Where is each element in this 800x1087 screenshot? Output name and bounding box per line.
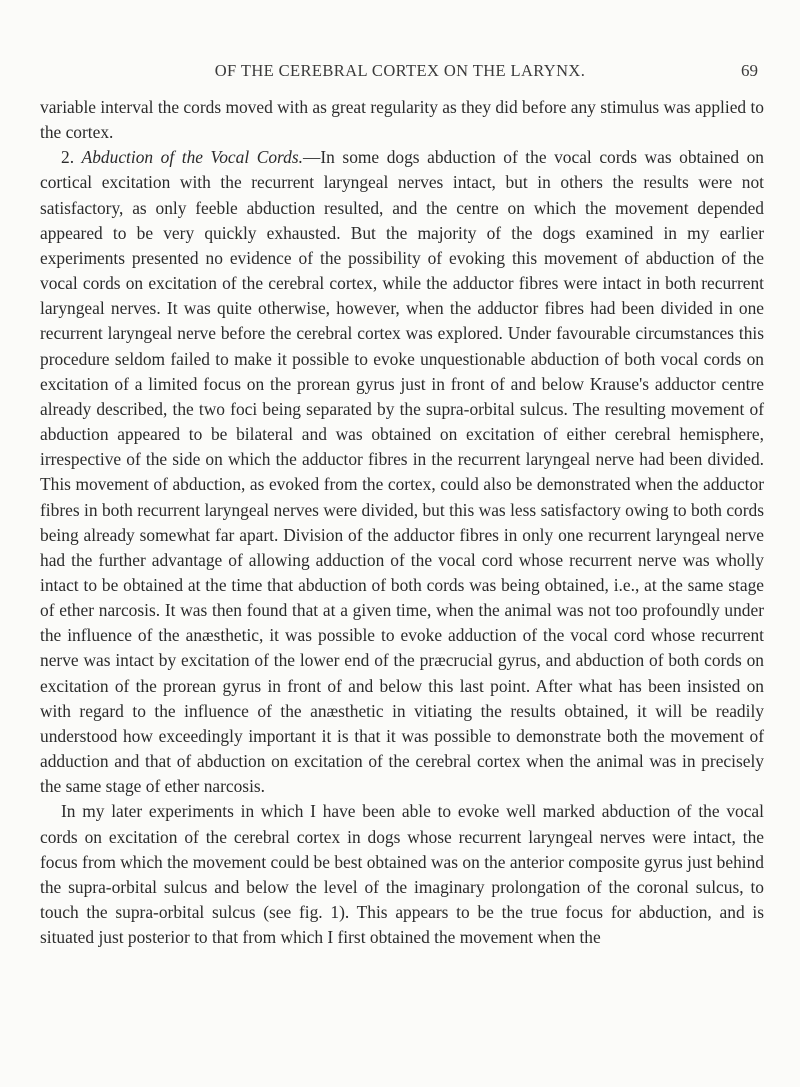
paragraph-continuation: variable interval the cords moved with as great regularity as they did before any stimulus was applied to the cortex. xyxy=(40,97,764,143)
section-heading: Abduction of the Vocal Cords. xyxy=(81,147,303,168)
page-number: 69 xyxy=(741,61,758,80)
paragraph-abduction xyxy=(40,145,764,799)
paragraph-abduction-text: —In some dogs abduction of the vocal cords was obtained on cortical excitation with the recurrent laryngeal nerves intact, but in others the results were not satisfactory, as only feeble abduction resulted, and the centre on which the movement depended appeared to be very quickly exhausted. But the majority of the dogs examined in my earlier experiments presented no evidence of the possibility of evoking this movement of abduction of the vocal cords on excitation of the cerebral cortex, while the adductor fibres were intact in both recurrent laryngeal nerves. It was quite otherwise, however, when the adductor fibres had been divided in one recurrent laryngeal nerve before the cerebral cortex was explored. Under favourable circumstances this procedure seldom failed to make it possible to evoke unquestionable abduction of both vocal cords on excitation of a limited focus on the prorean gyrus just in front of and below Krause's adductor centre already described, the two foci being separated by the supra-orbital sulcus. The resulting movement of abduction appeared to be bilateral and was obtained on excitation of either cerebral hemisphere, irrespective of the side on which the adductor fibres in the recurrent laryngeal nerve had been divided. This movement of abduction, as evoked from the cortex, could also be demonstrated when the adductor fibres in both recurrent laryngeal nerves were divided, but this was less satisfactory owing to both cords being already somewhat far apart. Division of the adductor fibres in only one recurrent laryngeal nerve had the further advantage of allowing adduction of the vocal cord whose recurrent nerve was wholly intact to be obtained at the time that abduction of both cords was being obtained, i.e., at the same stage of ether narcosis. It was then found that at a given time, when the animal was not too profoundly under the influence of the anæsthetic, it was possible to evoke adduction of the vocal cord whose recurrent nerve was intact by excitation of the lower end of the præcrucial gyrus, and abduction of both cords on excitation of the prorean gyrus in front of and below this last point. After what has been insisted on with regard to the influence of the anæsthetic in vitiating the results obtained, it will be readily understood how exceedingly important it is that it was possible to demonstrate both the movement of adduction and that of abduction on excitation of the cerebral cortex when the animal was in precisely the same stage of ether narcosis. xyxy=(40,147,764,797)
running-title: OF THE CEREBRAL CORTEX ON THE LARYNX. xyxy=(214,61,586,80)
running-head xyxy=(40,61,760,85)
body-text xyxy=(40,95,764,950)
paragraph-later-experiments: In my later experiments in which I have been able to evoke well marked abduction of the vocal cords on excitation of the cerebral cortex in dogs whose recurrent laryngeal nerves were intact, the focus from which the movement could be best obtained was on the anterior composite gyrus just behind the supra-orbital sulcus and below the level of the imaginary prolongation of the coronal sulcus, to touch the supra-orbital sulcus (see fig. 1). This appears to be the true focus for abduction, and is situated just posterior to that from which I first obtained the movement when the xyxy=(40,801,764,948)
section-number: 2. xyxy=(61,147,75,168)
